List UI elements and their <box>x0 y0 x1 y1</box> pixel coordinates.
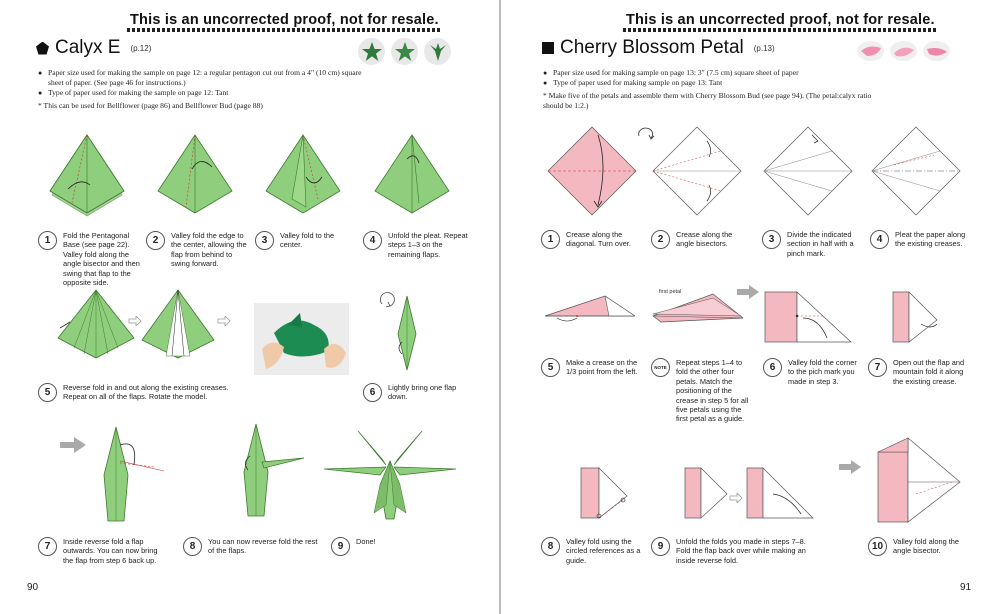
next-arrow-icon <box>60 437 86 453</box>
step-text: Inside reverse fold a flap outwards. You can now bring the flap from step 6 back up. <box>63 537 158 565</box>
petal-thumbnail-icon <box>923 41 950 61</box>
step-7 <box>38 537 168 565</box>
step-number: 8 <box>183 537 202 556</box>
diagram-note <box>651 292 743 332</box>
step-number: 7 <box>38 537 57 556</box>
step-8 <box>541 537 641 565</box>
info-bullet: ● Paper size used for making the sample on page 12: a regular pentagon cut out from a 4" (10 cm) square sheet of paper. (See page 46 for instructions.) <box>38 68 378 88</box>
step-text: Make a crease on the 1/3 point from the left. <box>566 358 638 377</box>
step-number: 1 <box>38 231 57 250</box>
step-number: 2 <box>146 231 165 250</box>
calyx-thumbnail-icon <box>358 38 385 65</box>
left-page <box>0 0 499 614</box>
diagram-step-4 <box>371 133 453 218</box>
step-number: 10 <box>868 537 887 556</box>
diagram-step-1 <box>546 125 638 217</box>
petal-thumbnail-icon <box>890 41 917 61</box>
step-number: 4 <box>870 230 889 249</box>
step-text: Valley fold using the circled references as a guide. <box>566 537 641 565</box>
diagram-step-8 <box>579 466 631 522</box>
banner-divider <box>127 28 442 32</box>
next-arrow-icon <box>217 313 231 323</box>
note-badge: NOTE <box>651 358 670 377</box>
diagram-step-5a <box>54 288 138 360</box>
step-text: Pleat the paper along the existing creases. <box>895 230 966 249</box>
step-number: 8 <box>541 537 560 556</box>
step-8 <box>183 537 318 556</box>
step-text: Reverse fold in and out along the existing creases. Repeat on all of the flaps. Rotate the model. <box>63 383 229 402</box>
petal-thumbnails <box>857 41 950 61</box>
step-3 <box>762 230 862 258</box>
page-title <box>36 37 151 59</box>
step-text: Unfold the folds you made in steps 7–8. Fold the flap back over while making an inside reverse fold. <box>676 537 806 565</box>
step-number: 3 <box>762 230 781 249</box>
diagram-step-1 <box>46 133 128 218</box>
diagram-step-9b <box>745 466 817 522</box>
step-text: Lightly bring one flap down. <box>388 383 457 402</box>
proof-banner <box>626 12 935 28</box>
step-number: 9 <box>651 537 670 556</box>
diagram-step-2 <box>651 125 743 217</box>
step-number: 6 <box>763 358 782 377</box>
info-bullet: ● Type of paper used for making the sample on page 12: Tant <box>38 88 378 98</box>
diagram-step-10 <box>876 436 962 524</box>
calyx-thumbnail-icon <box>424 38 451 65</box>
step-number: 5 <box>541 358 560 377</box>
title-text: Calyx E <box>55 37 121 58</box>
diagram-step-6 <box>763 290 855 344</box>
diagram-step-6 <box>372 290 418 374</box>
step-5 <box>38 383 238 402</box>
first-petal-label: first petal <box>659 289 682 295</box>
step-1 <box>541 230 641 249</box>
diagram-step-7 <box>891 290 943 344</box>
diagram-step-9a <box>683 466 731 522</box>
step-number: 7 <box>868 358 887 377</box>
info-bullet: ● Type of paper used for making sample on page 13: Tant <box>543 78 873 88</box>
step-2 <box>146 231 250 269</box>
step-text: Unfold the pleat. Repeat steps 1–3 on the remaining flaps. <box>388 231 468 259</box>
petal-thumbnail-icon <box>857 41 884 61</box>
page-ref: (p.12) <box>130 43 152 53</box>
title-text: Cherry Blossom Petal <box>560 37 744 58</box>
calyx-thumbnail-icon <box>391 38 418 65</box>
info-block <box>38 68 378 111</box>
step-text: Done! <box>356 537 376 546</box>
square-bullet-icon <box>542 42 554 54</box>
step-text: Fold the Pentagonal Base (see page 22). Valley fold along the angle bisector and then swing that flap to the opposite side. <box>63 231 140 288</box>
step-2 <box>651 230 751 249</box>
step-text: Valley fold the edge to the center, allowing the flap from behind to swing forward. <box>171 231 247 269</box>
step-6 <box>763 358 865 386</box>
diagram-step-5 <box>543 292 635 326</box>
proof-banner-text: This is an uncorrected proof, not for resale. <box>626 12 935 28</box>
step-number: 3 <box>255 231 274 250</box>
diagram-step-3 <box>762 125 854 217</box>
step-text: Open out the flap and mountain fold it along the existing crease. <box>893 358 965 386</box>
info-bullet: ● Paper size used for making sample on page 13: 3" (7.5 cm) square sheet of paper <box>543 68 873 78</box>
step-note <box>651 358 751 424</box>
page-number: 91 <box>960 582 972 593</box>
step-text: Valley fold the corner to the pich mark you made in step 3. <box>788 358 857 386</box>
calyx-thumbnails <box>358 38 451 65</box>
diagram-step-2 <box>154 133 236 218</box>
proof-banner-text: This is an uncorrected proof, not for resale. <box>130 12 439 28</box>
step-text: Crease along the diagonal. Turn over. <box>566 230 631 249</box>
step-10 <box>868 537 974 556</box>
step-text: You can now reverse fold the rest of the flaps. <box>208 537 318 556</box>
step-number: 5 <box>38 383 57 402</box>
diagram-step-8 <box>234 422 310 518</box>
step-text: Valley fold to the center. <box>280 231 335 250</box>
step-4 <box>363 231 469 259</box>
right-page <box>501 0 1000 614</box>
diagram-step-3 <box>262 133 344 218</box>
step-number: 2 <box>651 230 670 249</box>
next-arrow-icon <box>839 460 861 474</box>
step-number: 6 <box>363 383 382 402</box>
proof-banner <box>130 12 439 28</box>
step-text: Repeat steps 1–4 to fold the other four petals. Match the positioning of the crease in step 5 for all five petals using the first petal as a guide. <box>676 358 749 424</box>
step-6 <box>363 383 463 402</box>
step-7 <box>868 358 974 386</box>
pentagon-bullet-icon <box>36 42 49 55</box>
model-photo <box>254 303 349 375</box>
next-arrow-icon <box>737 285 759 299</box>
step-number: 4 <box>363 231 382 250</box>
next-arrow-icon <box>729 490 743 500</box>
step-9 <box>651 537 819 565</box>
step-number: 9 <box>331 537 350 556</box>
page-number: 90 <box>27 582 39 593</box>
diagram-step-9 <box>320 425 460 521</box>
step-1 <box>38 231 142 287</box>
step-5 <box>541 358 641 377</box>
page-ref: (p.13) <box>753 43 775 53</box>
step-text: Divide the indicated section in half with a pinch mark. <box>787 230 854 258</box>
step-9 <box>331 537 411 556</box>
step-text: Crease along the angle bisectors. <box>676 230 733 249</box>
step-4 <box>870 230 970 249</box>
info-note: * This can be used for Bellflower (page 86) and Bellflower Bud (page 88) <box>38 101 263 110</box>
step-3 <box>255 231 355 250</box>
page-title <box>542 37 775 59</box>
step-number: 1 <box>541 230 560 249</box>
step-text: Valley fold along the angle bisector. <box>893 537 960 556</box>
diagram-step-7 <box>94 425 170 525</box>
diagram-step-5b <box>138 288 218 360</box>
info-block <box>543 68 873 111</box>
info-note: * Make five of the petals and assemble them with Cherry Blossom Bud (see page 94). (The petal:calyx ratio should be 1:2.) <box>543 91 872 110</box>
diagram-step-4 <box>870 125 962 217</box>
banner-divider <box>623 28 938 32</box>
